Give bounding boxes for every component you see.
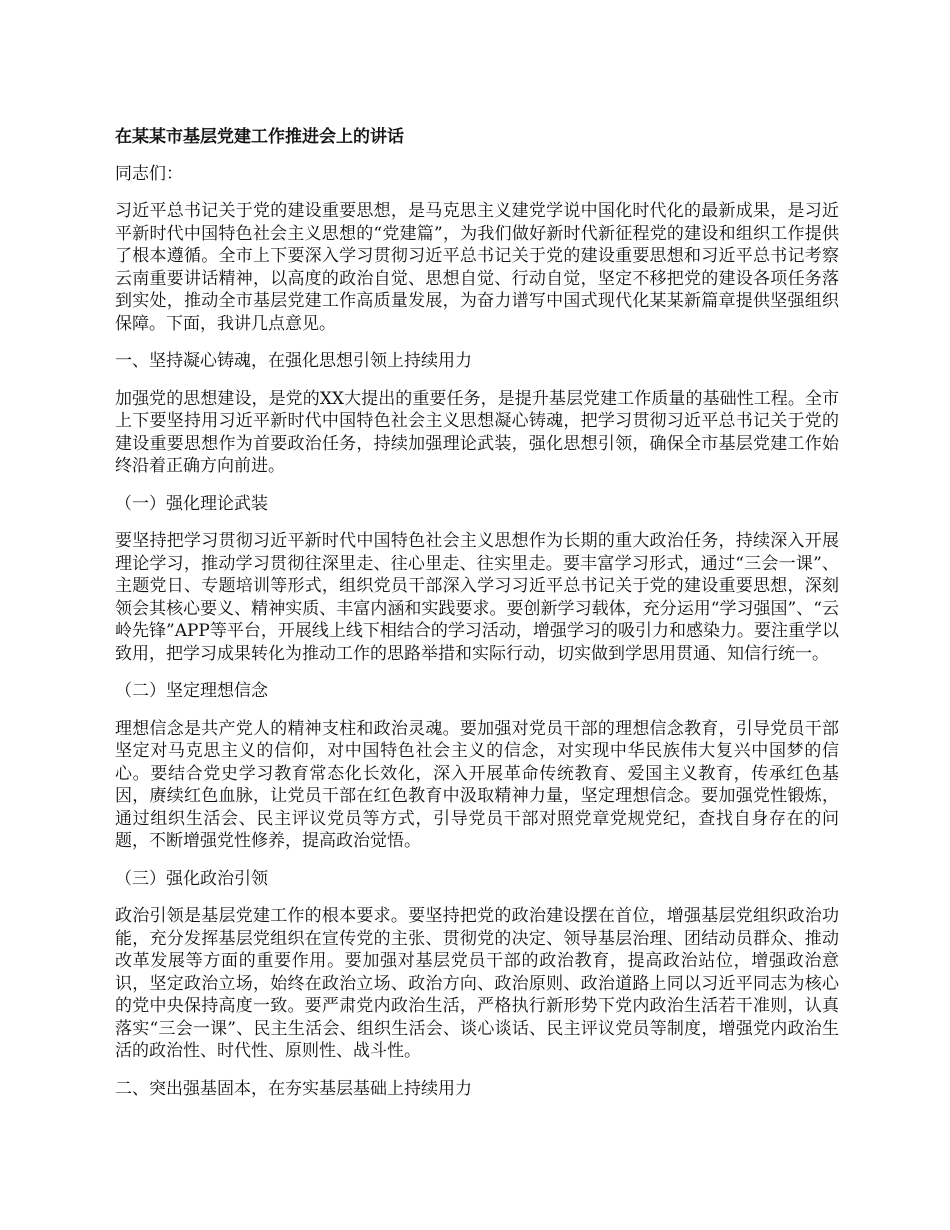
section-1-paragraph: 加强党的思想建设，是党的XX大提出的重要任务，是提升基层党建工作质量的基础性工程。全市上下要坚持用习近平新时代中国特色社会主义思想凝心铸魂，把学习贯彻习近平总书记关于党的建设重要思想作为首要政治任务，持续加强理论武装，强化思想引领，确保全市基层党建工作始终沿着正确方向前进。: [115, 388, 839, 476]
subsection-heading-1-1: （一）强化理论武装: [115, 493, 268, 514]
subsection-1-2-paragraph: 理想信念是共产党人的精神支柱和政治灵魂。要加强对党员干部的理想信念教育，引导党员干部坚定对马克思主义的信仰，对中国特色社会主义的信念，对实现中华民族伟大复兴中国梦的信心。要结合党史学习教育常态化长效化，深入开展革命传统教育、爱国主义教育，传承红色基因，赓续红色血脉，让党员干部在红色教育中汲取精神力量，坚定理想信念。要加强党性锻炼，通过组织生活会、民主评议党员等方式，引导党员干部对照党章党规党纪，查找自身存在的问题，不断增强党性修养，提高政治觉悟。: [115, 718, 839, 851]
intro-paragraph: 习近平总书记关于党的建设重要思想，是马克思主义建党学说中国化时代化的最新成果，是习近平新时代中国特色社会主义思想的“党建篇”，为我们做好新时代新征程党的建设和组织工作提供了根本遵循。全市上下要深入学习贯彻习近平总书记关于党的建设重要思想和习近平总书记考察云南重要讲话精神，以高度的政治自觉、思想自觉、行动自觉，坚定不移把党的建设各项任务落到实处，推动全市基层党建工作高质量发展，为奋力谱写中国式现代化某某新篇章提供坚强组织保障。下面，我讲几点意见。: [115, 201, 839, 334]
document-page: [115, 126, 839, 1115]
subsection-1-1-paragraph: 要坚持把学习贯彻习近平新时代中国特色社会主义思想作为长期的重大政治任务，持续深入开展理论学习，推动学习贯彻往深里走、往心里走、往实里走。要丰富学习形式，通过“三会一课”、主题党日、专题培训等形式，组织党员干部深入学习习近平总书记关于党的建设重要思想，深刻领会其核心要义、精神实质、丰富内涵和实践要求。要创新学习载体，充分运用“学习强国”、“云岭先锋”APP等平台，开展线上线下相结合的学习活动，增强学习的吸引力和感染力。要注重学以致用，把学习成果转化为推动工作的思路举措和实际行动，切实做到学思用贯通、知信行统一。: [115, 531, 839, 664]
subsection-heading-1-2: （二）坚定理想信念: [115, 681, 268, 701]
salutation: 同志们：: [115, 163, 183, 184]
subsection-heading-1-3: （三）强化政治引领: [115, 868, 268, 889]
section-heading-2: 二、突出强基固本，在夯实基层基础上持续用力: [115, 1078, 472, 1099]
subsection-1-3-paragraph: 政治引领是基层党建工作的根本要求。要坚持把党的政治建设摆在首位，增强基层党组织政治功能，充分发挥基层党组织在宣传党的主张、贯彻党的决定、领导基层治理、团结动员群众、推动改革发展等方面的重要作用。要加强对基层党员干部的政治教育，提高政治站位，增强政治意识，坚定政治立场，始终在政治立场、政治方向、政治原则、政治道路上同以习近平同志为核心的党中央保持高度一致。要严肃党内政治生活，严格执行新形势下党内政治生活若干准则，认真落实“三会一课”、民主生活会、组织生活会、谈心谈话、民主评议党员等制度，增强党内政治生活的政治性、时代性、原则性、战斗性。: [115, 906, 839, 1061]
section-heading-1: 一、坚持凝心铸魂，在强化思想引领上持续用力: [115, 351, 472, 371]
document-title: 在某某市基层党建工作推进会上的讲话: [115, 127, 404, 147]
